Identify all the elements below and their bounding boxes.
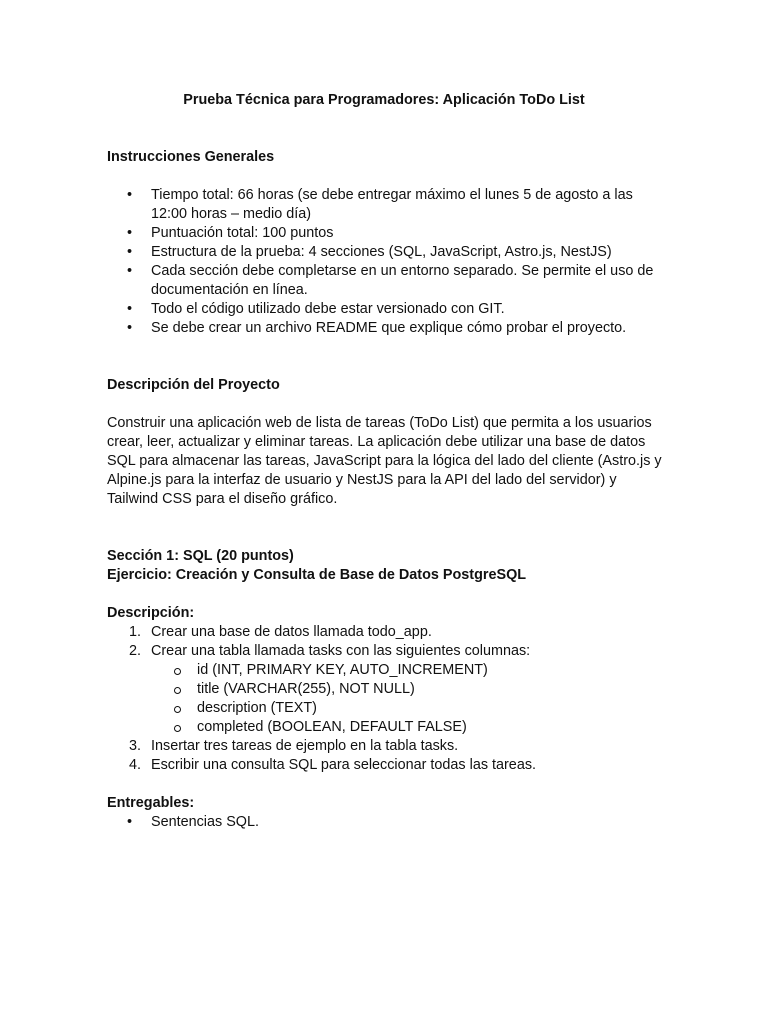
- section1-steps-list: [107, 623, 667, 775]
- document-title: Prueba Técnica para Programadores: Aplicación ToDo List: [183, 92, 585, 108]
- project-description-text: Construir una aplicación web de lista de tareas (ToDo List) que permita a los usuarios crear, leer, actualizar y eliminar tareas. La aplicación debe utilizar una base de datos SQL para almacenar las tareas, JavaScript para la lógica del lado del cliente (Astro.js y Alpine.js para la interfaz de usuario y NestJS para la API del lado del servidor) y Tailwind CSS para el diseño gráfico.: [107, 415, 662, 507]
- section1-exercise-heading: Ejercicio: Creación y Consulta de Base de Datos PostgreSQL: [107, 567, 527, 583]
- list-item: • Se debe crear un archivo README que explique cómo probar el proyecto.: [107, 319, 667, 338]
- project-description-heading: Descripción del Proyecto: [107, 377, 280, 393]
- list-item: • Cada sección debe completarse en un entorno separado. Se permite el uso de documentación en línea.: [107, 262, 667, 300]
- step-text: Crear una base de datos llamada todo_app.: [151, 624, 432, 640]
- step-number: 4.: [129, 757, 142, 773]
- general-instructions-list: [107, 186, 667, 338]
- step-text: Insertar tres tareas de ejemplo en la tabla tasks.: [151, 738, 459, 754]
- list-item: • Tiempo total: 66 horas (se debe entregar máximo el lunes 5 de agosto a las 12:00 horas – medio día): [107, 186, 667, 224]
- list-item: [107, 737, 667, 756]
- list-item: [107, 623, 667, 642]
- deliverables-list: [107, 813, 667, 832]
- list-item: [107, 642, 667, 737]
- sublist-item: description (TEXT): [151, 699, 667, 718]
- list-item: • Estructura de la prueba: 4 secciones (SQL, JavaScript, Astro.js, NestJS): [107, 243, 667, 262]
- step-number: 1.: [129, 624, 142, 640]
- list-item: [107, 756, 667, 775]
- columns-sublist: [151, 661, 667, 737]
- sublist-item: id (INT, PRIMARY KEY, AUTO_INCREMENT): [151, 661, 667, 680]
- deliverables-heading: Entregables:: [107, 795, 195, 811]
- sublist-item: title (VARCHAR(255), NOT NULL): [151, 680, 667, 699]
- step-text: Escribir una consulta SQL para seleccionar todas las tareas.: [151, 757, 537, 773]
- section1-description-heading: Descripción:: [107, 605, 195, 621]
- step-text: Crear una tabla llamada tasks con las siguientes columnas:: [151, 643, 531, 659]
- section1-heading: Sección 1: SQL (20 puntos): [107, 548, 294, 564]
- list-item: • Sentencias SQL.: [107, 813, 667, 832]
- sublist-item: completed (BOOLEAN, DEFAULT FALSE): [151, 718, 667, 737]
- document-body: [107, 148, 667, 832]
- list-item: • Todo el código utilizado debe estar versionado con GIT.: [107, 300, 667, 319]
- general-instructions-heading: Instrucciones Generales: [107, 149, 275, 165]
- step-number: 3.: [129, 738, 142, 754]
- step-number: 2.: [129, 643, 142, 659]
- list-item: • Puntuación total: 100 puntos: [107, 224, 667, 243]
